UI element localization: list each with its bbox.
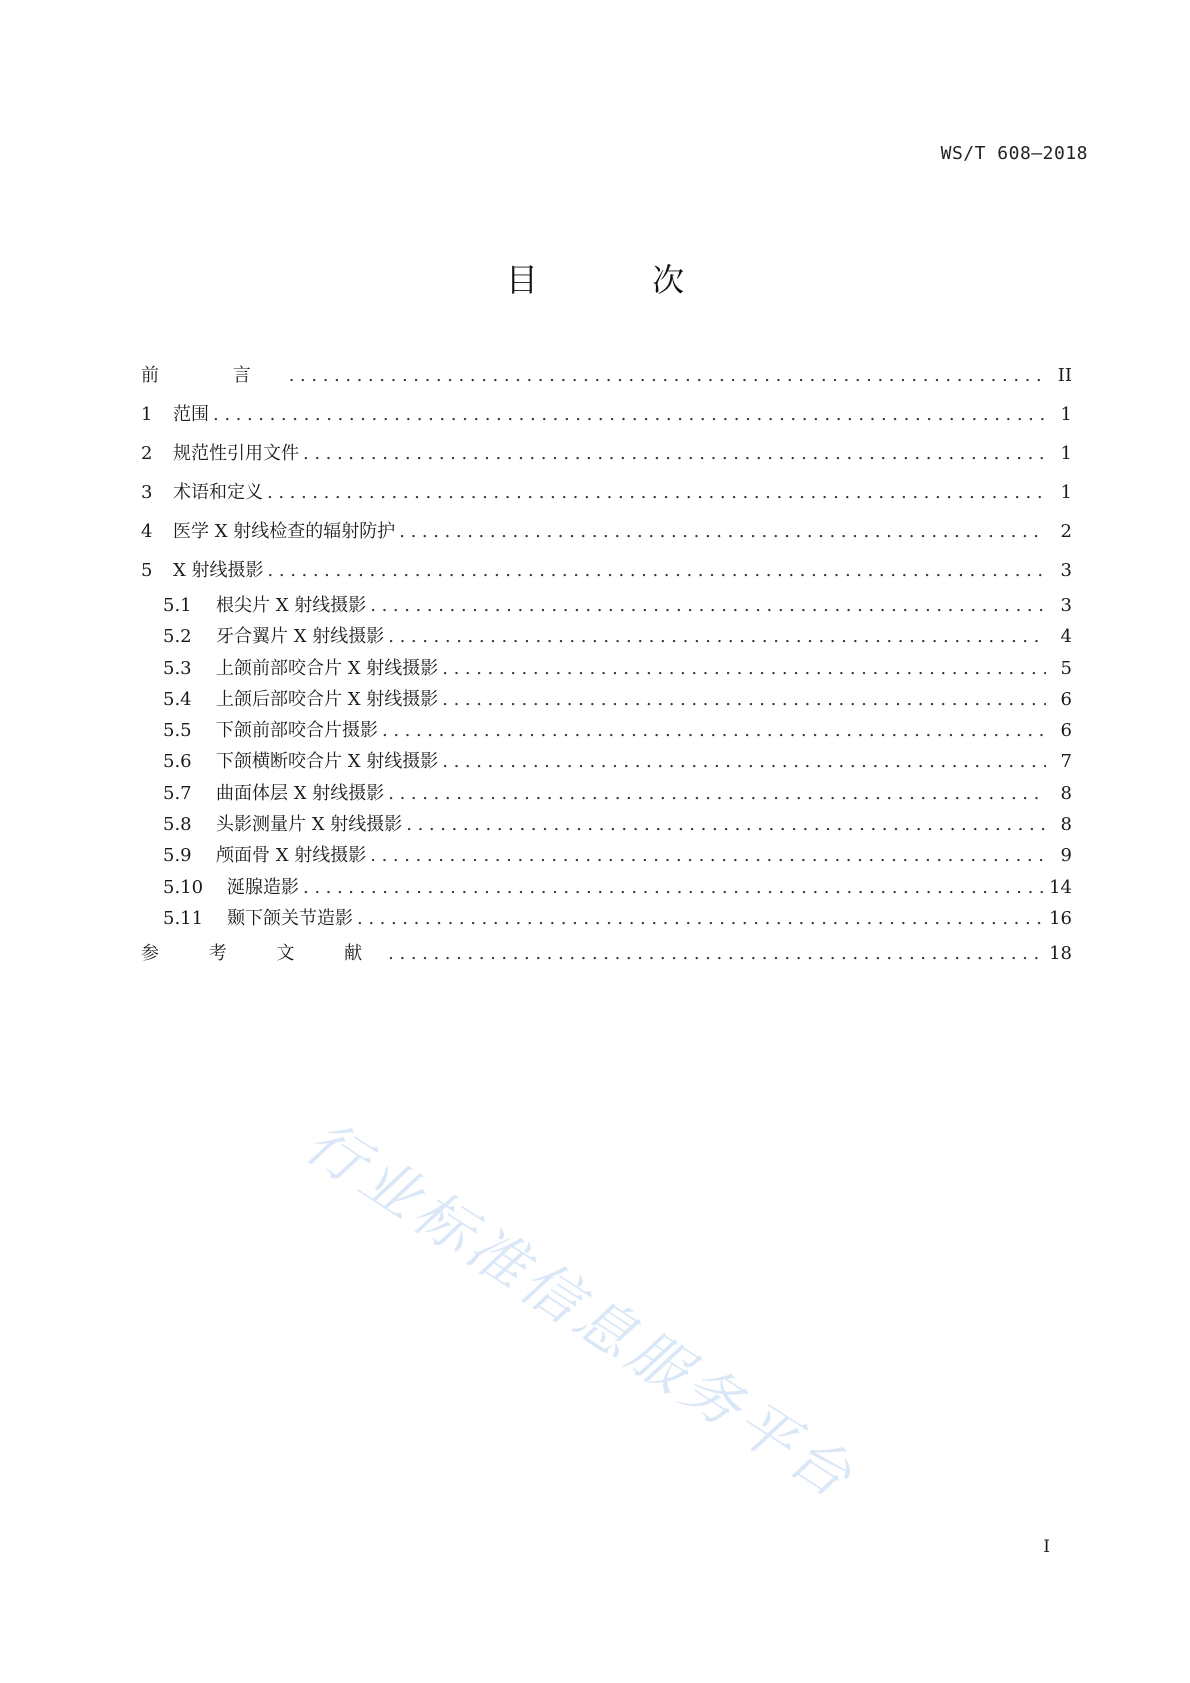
toc-entry-label: 术语和定义 — [173, 482, 263, 503]
toc-entry-label: 颞下颌关节造影 — [227, 907, 353, 929]
toc-entry-label: 涎腺造影 — [227, 876, 299, 898]
standard-code: WS/T 608—2018 — [940, 143, 1088, 164]
toc-entry-page: 3 — [1060, 595, 1072, 616]
toc-leader-dots — [388, 778, 1046, 809]
toc-leader-dots — [442, 746, 1046, 777]
toc-entry-label: 头影测量片 X 射线摄影 — [216, 814, 403, 836]
toc-entry-label: 范围 — [173, 404, 209, 425]
toc-entry-page: 18 — [1049, 943, 1072, 965]
toc-entry-number: 5.8 — [163, 814, 192, 836]
toc-entry-page: 8 — [1060, 814, 1072, 836]
toc-leader-dots — [399, 512, 1046, 551]
toc-entry-label: 曲面体层 X 射线摄影 — [216, 782, 385, 804]
toc-leader-dots — [303, 872, 1043, 903]
toc-leader-dots — [382, 715, 1046, 746]
toc-entry-5-1[interactable] — [141, 590, 1072, 621]
toc-leader-dots — [303, 434, 1046, 473]
toc-entry-number: 5.2 — [163, 626, 192, 648]
toc-entry-number: 5.7 — [163, 782, 192, 804]
toc-entry-5-10[interactable] — [141, 872, 1072, 903]
toc-entry-page: 7 — [1060, 751, 1072, 773]
watermark: 行业标准信息服务平台 — [293, 1107, 868, 1514]
toc-entry-page: 3 — [1060, 560, 1072, 581]
toc-entry-number: 3 — [141, 482, 153, 503]
toc-leader-dots — [442, 684, 1046, 715]
toc-entry-4[interactable] — [141, 512, 1072, 551]
toc-entry-page: 14 — [1049, 876, 1072, 898]
toc-leader-dots — [406, 809, 1046, 840]
toc-entry-page: 1 — [1060, 482, 1072, 503]
toc-entry-page: 6 — [1060, 688, 1072, 710]
toc-entry-1[interactable] — [141, 395, 1072, 434]
toc-entry-5-2[interactable] — [141, 621, 1072, 652]
toc-entry-page: 6 — [1060, 720, 1072, 742]
toc-entry-number: 5 — [141, 560, 153, 581]
toc-entry-page: 5 — [1060, 657, 1072, 679]
toc-entry-label: 颅面骨 X 射线摄影 — [216, 845, 367, 867]
toc-entry-5-9[interactable] — [141, 840, 1072, 871]
toc-leader-dots — [289, 356, 1046, 395]
toc-entry-number: 5.1 — [163, 595, 192, 616]
toc-entry-5-11[interactable] — [141, 903, 1072, 934]
toc-entry-page: 9 — [1060, 845, 1072, 867]
toc-entry-foreword[interactable] — [141, 356, 1072, 395]
toc-entry-label: 医学 X 射线检查的辐射防护 — [173, 521, 396, 542]
toc-entry-5-6[interactable] — [141, 746, 1072, 777]
toc-entry-number: 5.4 — [163, 688, 192, 710]
toc-entry-page: 2 — [1060, 521, 1072, 542]
toc-entry-page: 4 — [1060, 626, 1072, 648]
toc-entry-5-4[interactable] — [141, 684, 1072, 715]
toc-leader-dots — [388, 621, 1046, 652]
toc-entry-number: 5.5 — [163, 720, 192, 742]
toc-entry-label: 上颌后部咬合片 X 射线摄影 — [216, 688, 439, 710]
toc-leader-dots — [442, 653, 1046, 684]
toc-entry-page: II — [1057, 365, 1072, 386]
toc-entry-5-7[interactable] — [141, 778, 1072, 809]
toc-leader-dots — [267, 473, 1046, 512]
toc-entry-number: 5.9 — [163, 845, 192, 867]
toc-entry-number: 1 — [141, 404, 153, 425]
toc-leader-dots — [268, 551, 1046, 590]
toc-entry-3[interactable] — [141, 473, 1072, 512]
toc-leader-dots — [370, 840, 1046, 871]
toc-entry-references[interactable] — [141, 934, 1072, 973]
page-number: I — [1043, 1537, 1050, 1557]
toc-entry-page: 1 — [1060, 443, 1072, 464]
toc-entry-5[interactable] — [141, 551, 1072, 590]
toc-entry-label: 参 考 文 献 — [141, 943, 385, 965]
toc-entry-5-3[interactable] — [141, 653, 1072, 684]
toc-entry-number: 2 — [141, 443, 153, 464]
toc-entry-label: 下颌前部咬合片摄影 — [216, 720, 378, 742]
toc-entry-number: 5.6 — [163, 751, 192, 773]
toc-entry-page: 16 — [1049, 907, 1072, 929]
toc-entry-label: 上颌前部咬合片 X 射线摄影 — [216, 657, 439, 679]
toc-entry-number: 5.11 — [163, 907, 204, 929]
toc-entry-page: 1 — [1060, 404, 1072, 425]
toc-leader-dots — [213, 395, 1046, 434]
toc-entry-5-8[interactable] — [141, 809, 1072, 840]
toc-entry-label: X 射线摄影 — [173, 560, 264, 581]
toc-entry-label: 前 言 — [141, 365, 285, 386]
toc-entry-page: 8 — [1060, 782, 1072, 804]
toc-entry-number: 5.10 — [163, 876, 204, 898]
toc-entry-label: 牙合翼片 X 射线摄影 — [216, 626, 385, 648]
toc-entry-number: 5.3 — [163, 657, 192, 679]
page-title: 目 次 — [505, 261, 737, 299]
toc-entry-label: 规范性引用文件 — [173, 443, 299, 464]
toc-leader-dots — [388, 934, 1043, 973]
toc-entry-label: 下颌横断咬合片 X 射线摄影 — [216, 751, 439, 773]
toc-entry-label: 根尖片 X 射线摄影 — [216, 595, 367, 616]
table-of-contents — [141, 356, 1072, 973]
toc-entry-5-5[interactable] — [141, 715, 1072, 746]
toc-leader-dots — [370, 590, 1046, 621]
toc-entry-number: 4 — [141, 521, 153, 542]
toc-leader-dots — [357, 903, 1043, 934]
toc-entry-2[interactable] — [141, 434, 1072, 473]
